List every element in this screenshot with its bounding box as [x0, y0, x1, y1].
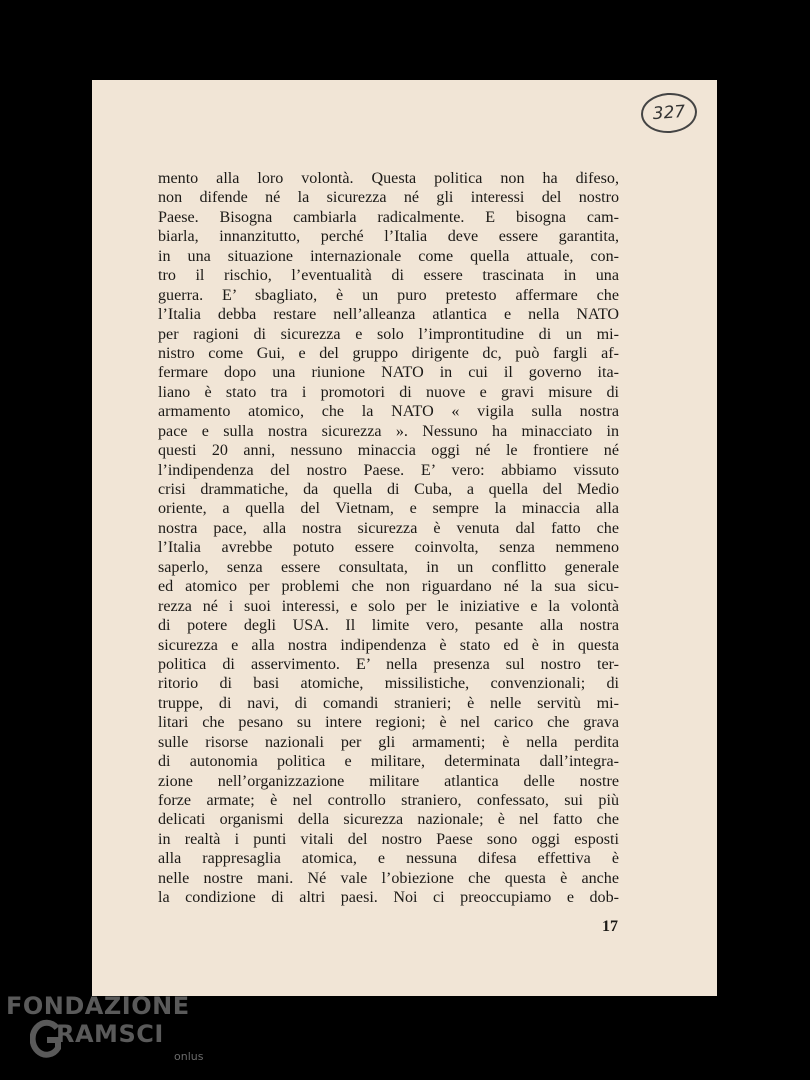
text-line: liano è stato tra i promotori di nuove e gravi misure di: [158, 383, 619, 401]
text-line: mento alla loro volontà. Questa politica non ha difeso,: [158, 170, 619, 187]
text-line: fermare dopo una riunione NATO in cui il governo ita-: [158, 364, 619, 382]
document-page: [92, 80, 717, 996]
text-line: tro il rischio, l’eventualità di essere trascinata in una: [158, 267, 619, 285]
text-line: pace e sulla nostra sicurezza ». Nessuno ha minacciato in: [158, 422, 619, 440]
text-line: armamento atomico, che la NATO « vigila sulla nostra: [158, 403, 619, 421]
text-line: sicurezza e alla nostra indipendenza è stato ed è in questa: [158, 636, 619, 654]
text-line: delicati organismi della sicurezza nazionale; è nel fatto che: [158, 811, 619, 829]
text-line: guerra. E’ sbagliato, è un puro pretesto affermare che: [158, 286, 619, 304]
text-line: sulle risorse nazionali per gli armamenti; è nella perdita: [158, 733, 619, 751]
text-line: truppe, di navi, di comandi stranieri; è nelle servitù mi-: [158, 694, 619, 712]
text-line: biarla, innanzitutto, perché l’Italia deve essere garantita,: [158, 228, 619, 246]
text-line: forze armate; è nel controllo straniero, confessato, sui più: [158, 792, 619, 809]
text-line: zione nell’organizzazione militare atlantica delle nostre: [158, 772, 619, 790]
body-text: [158, 169, 619, 908]
text-line: questi 20 anni, nessuno minaccia oggi né le frontiere né: [158, 442, 619, 460]
text-line: nelle nostre mani. Né vale l’obiezione che questa è anche: [158, 869, 619, 887]
text-line: alla rappresaglia atomica, e nessuna difesa effettiva è: [158, 850, 619, 868]
text-line: l’Italia avrebbe potuto essere coinvolta, senza nemmeno: [158, 539, 619, 557]
text-line: litari che pesano su intere regioni; è nel carico che grava: [158, 714, 619, 732]
text-line: ed atomico per problemi che non riguardano né la sua sicu-: [158, 578, 619, 596]
text-line: politica di asservimento. E’ nella presenza sul nostro ter-: [158, 655, 619, 673]
logo-text-top: FONDAZIONE: [6, 992, 190, 1020]
text-line: crisi drammatiche, da quella di Cuba, a quella del Medio: [158, 481, 619, 498]
fondazione-gramsci-logo: [6, 992, 206, 1072]
text-line: l’Italia debba restare nell’alleanza atlantica e nella NATO: [158, 306, 619, 324]
logo-text-bottom: RAMSCI: [56, 1020, 164, 1048]
archive-number-stamp: 327: [640, 91, 699, 135]
text-line: rezza né i suoi interessi, e solo per le iniziative e la volontà: [158, 597, 619, 615]
page-number: 17: [602, 918, 618, 935]
text-line: non difende né la sicurezza né gli interessi del nostro: [158, 189, 619, 207]
text-line: saperlo, senza essere consultata, in un conflitto generale: [158, 558, 619, 576]
text-line: la condizione di altri paesi. Noi ci preoccupiamo e dob-: [158, 889, 619, 907]
text-line: nistro come Gui, e del gruppo dirigente dc, può fargli af-: [158, 344, 619, 362]
text-line: nostra pace, alla nostra sicurezza è venuta dal fatto che: [158, 519, 619, 537]
text-line: l’indipendenza del nostro Paese. E’ vero: abbiamo vissuto: [158, 461, 619, 479]
text-line: oriente, a quella del Vietnam, e sempre la minaccia alla: [158, 500, 619, 518]
text-line: per ragioni di sicurezza e solo l’improntitudine di un mi-: [158, 325, 619, 343]
text-line: ritorio di basi atomiche, missilistiche, convenzionali; di: [158, 675, 619, 693]
text-line: Paese. Bisogna cambiarla radicalmente. E bisogna cam-: [158, 208, 619, 226]
text-line: di potere degli USA. Il limite vero, pesante alla nostra: [158, 617, 619, 635]
logo-subtitle: onlus: [174, 1050, 204, 1063]
text-line: in una situazione internazionale come quella attuale, con-: [158, 247, 619, 265]
text-line: di autonomia politica e militare, determinata dall’integra-: [158, 753, 619, 771]
text-line: in realtà i punti vitali del nostro Paese sono oggi esposti: [158, 830, 619, 848]
